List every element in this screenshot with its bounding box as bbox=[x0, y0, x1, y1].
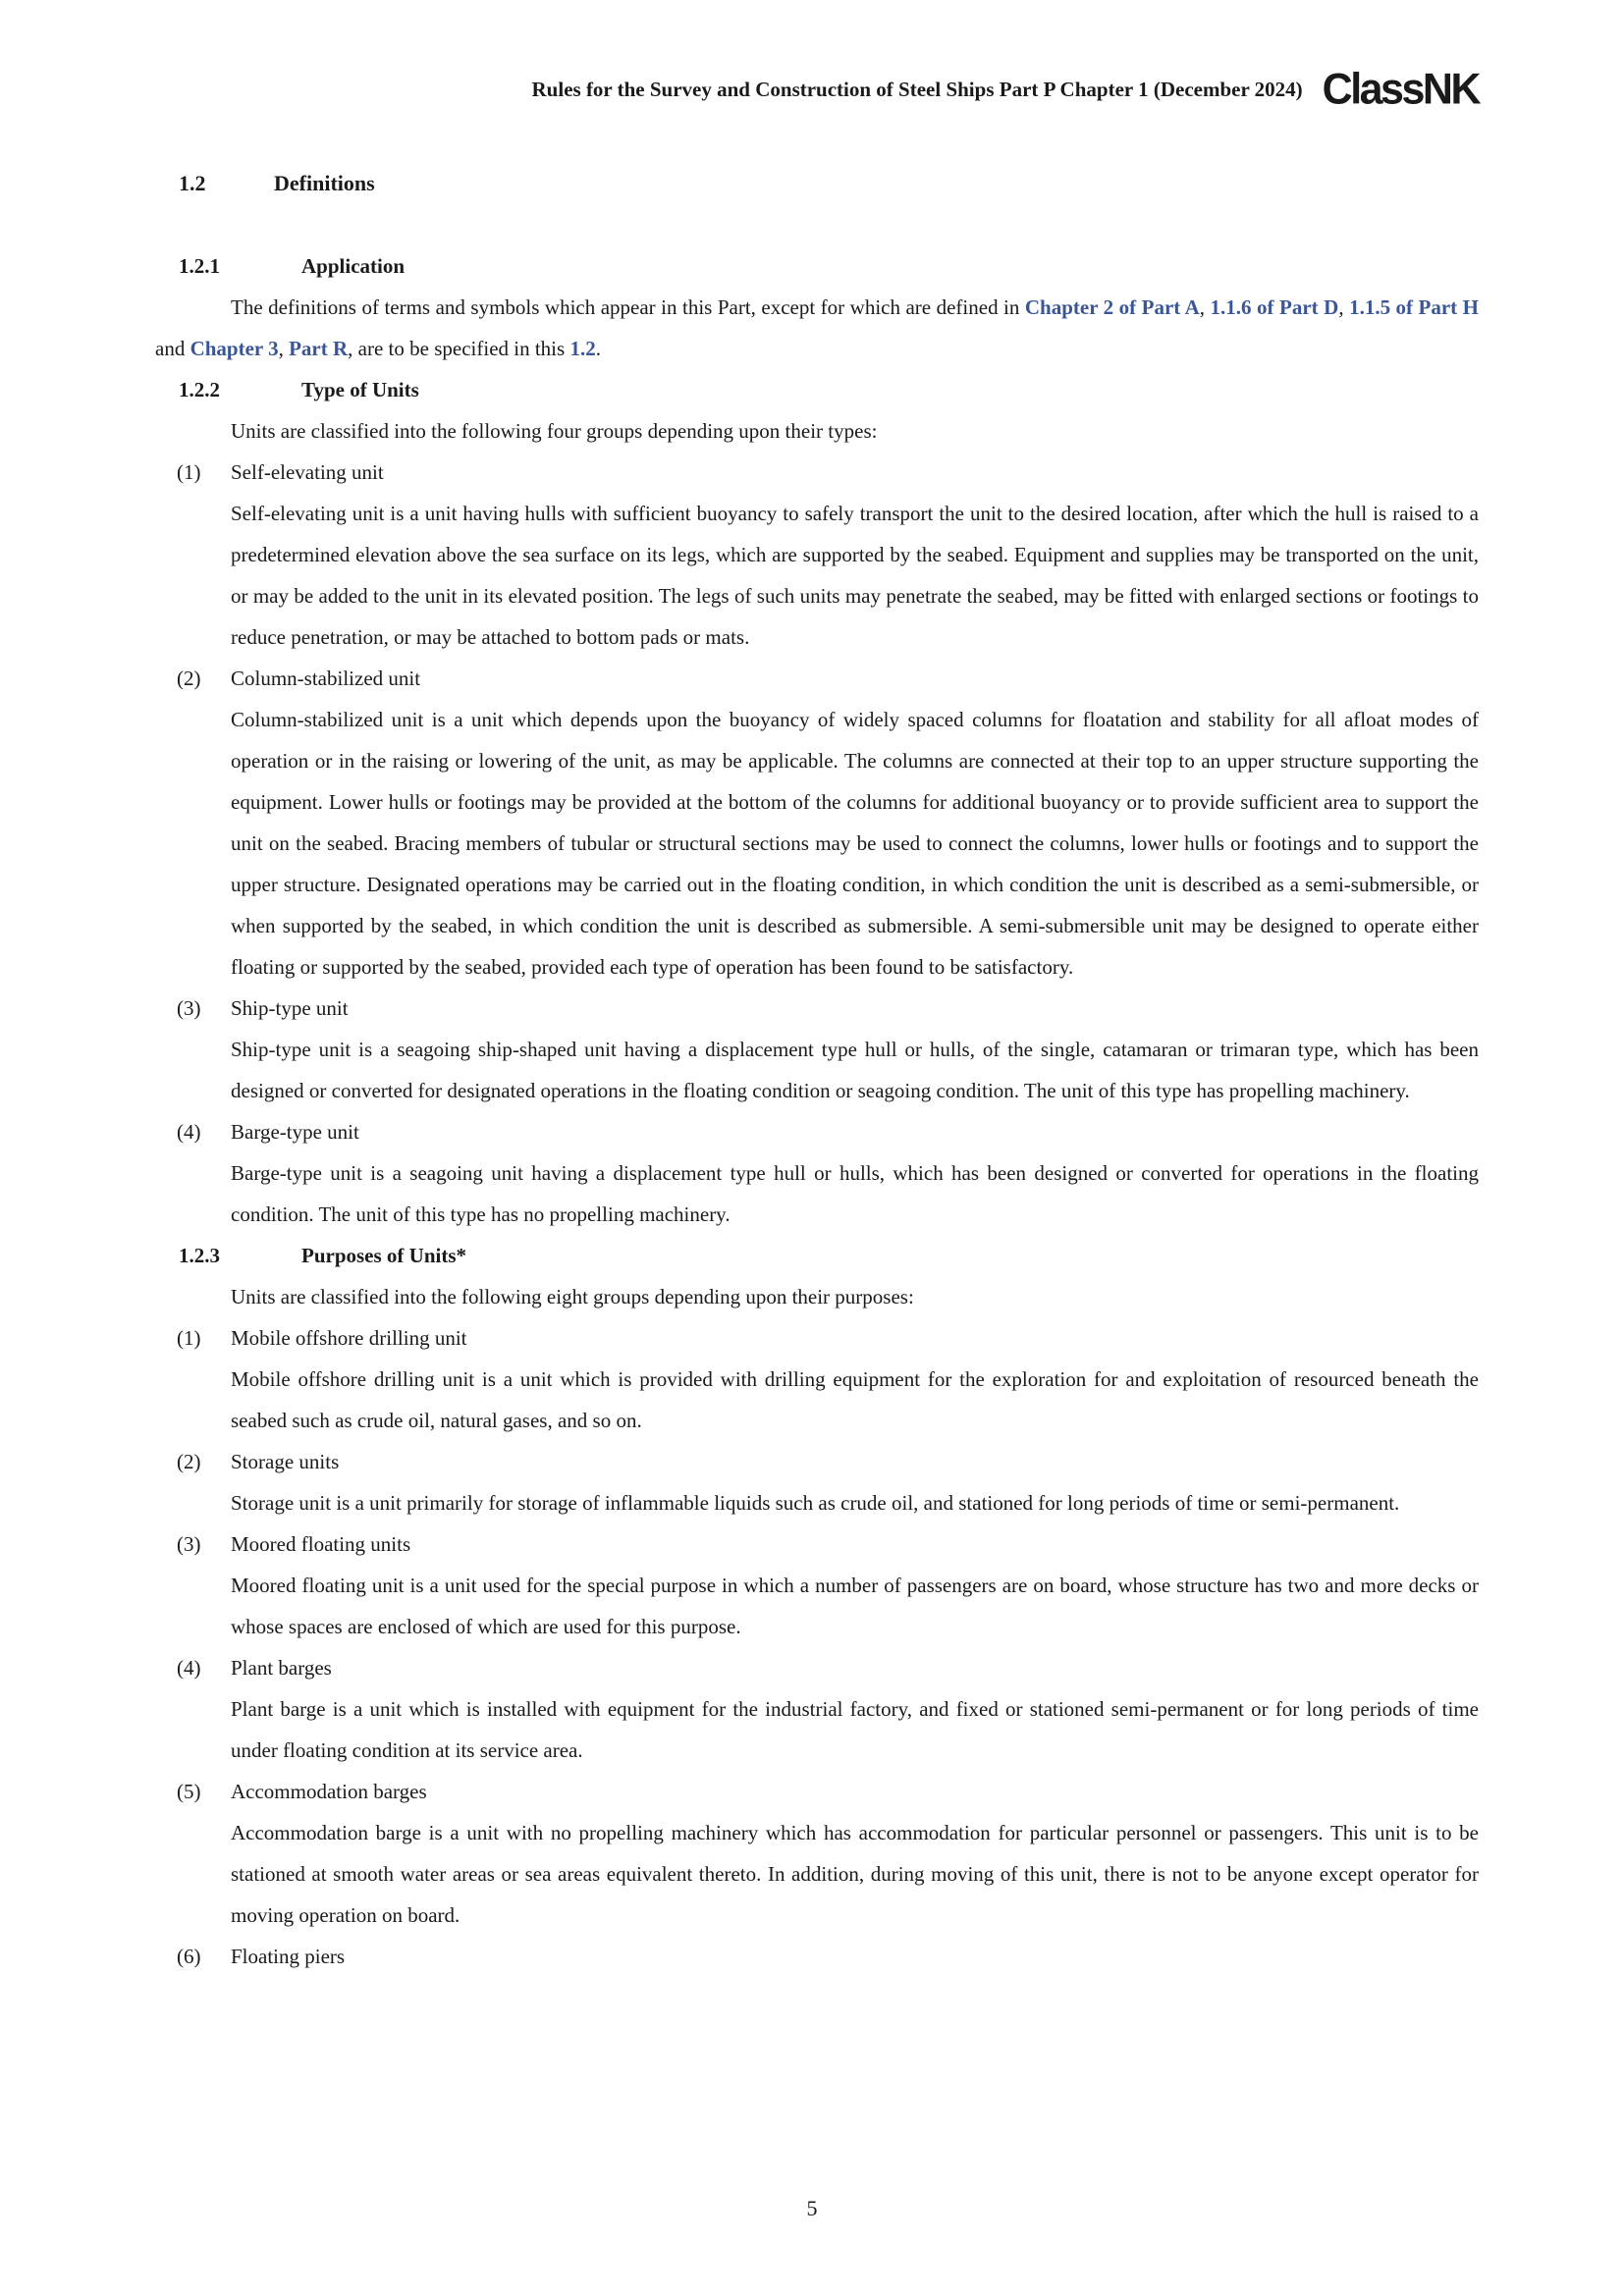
section-heading-1-2-2 bbox=[179, 369, 1479, 410]
document-content bbox=[155, 0, 1479, 1977]
heading-number: 1.2.1 bbox=[179, 254, 220, 278]
section-heading-1-2-3 bbox=[179, 1235, 1479, 1276]
paragraph bbox=[155, 287, 1479, 369]
text-segment: , bbox=[1338, 295, 1350, 319]
page-number: 5 bbox=[806, 2196, 818, 2220]
text-segment: Units are classified into the following eight groups depending upon their purposes: bbox=[231, 1285, 914, 1308]
list-item bbox=[155, 452, 1479, 658]
list-item-body: Ship-type unit is a seagoing ship-shaped unit having a displacement type hull or hulls, of the single, catamaran or trimaran type, which has been designed or converted for designated operations in the floating condition or seagoing condition. The unit of this type has propelling machinery. bbox=[231, 1038, 1479, 1102]
list-item-marker: (1) bbox=[177, 1326, 201, 1350]
cross-reference-link[interactable]: 1.1.5 of Part H bbox=[1349, 295, 1480, 319]
cross-reference-link[interactable]: Chapter 2 of Part A bbox=[1024, 295, 1200, 319]
list-item-body: Self-elevating unit is a unit having hulls with sufficient buoyancy to safely transport the unit to the desired location, after which the hull is raised to a predetermined elevation above the sea surface on its legs, which are supported by the seabed. Equipment and supplies may be transported on the unit, or may be added to the unit in its elevated position. The legs of such units may penetrate the seabed, may be fitted with enlarged sections or footings to reduce penetration, or may be attached to bottom pads or mats. bbox=[231, 502, 1479, 649]
list-item-title: Ship-type unit bbox=[231, 996, 349, 1020]
list-item-title: Storage units bbox=[231, 1450, 340, 1473]
list-item bbox=[155, 658, 1479, 988]
list-item bbox=[155, 1647, 1479, 1771]
list-item-marker: (3) bbox=[177, 996, 201, 1020]
section-heading-1-2 bbox=[179, 163, 1479, 204]
heading-title: Application bbox=[301, 254, 406, 278]
list-item-marker: (4) bbox=[177, 1120, 201, 1144]
list-item-marker: (1) bbox=[177, 460, 201, 484]
text-segment: , are to be specified in this bbox=[348, 337, 570, 360]
list-item bbox=[155, 1771, 1479, 1936]
header-title: Rules for the Survey and Construction of Steel Ships Part P Chapter 1 (December 2024) bbox=[531, 78, 1303, 101]
list-item-title: Column-stabilized unit bbox=[231, 667, 421, 690]
paragraph bbox=[155, 410, 1479, 452]
list-item bbox=[155, 1523, 1479, 1647]
heading-title: Type of Units bbox=[301, 378, 419, 401]
list-item-title: Accommodation barges bbox=[231, 1780, 427, 1803]
heading-number: 1.2.2 bbox=[179, 378, 220, 401]
text-segment: and bbox=[155, 337, 190, 360]
list-item-body: Accommodation barge is a unit with no propelling machinery which has accommodation for particular personnel or passengers. This unit is to be stationed at smooth water areas or sea areas equivalent thereto. In addition, during moving of this unit, there is not to be anyone except operator for moving operation on board. bbox=[231, 1821, 1479, 1927]
heading-title: Purposes of Units* bbox=[301, 1244, 467, 1267]
list-item-marker: (3) bbox=[177, 1532, 201, 1556]
list-item-marker: (6) bbox=[177, 1945, 201, 1968]
list-item-title: Plant barges bbox=[231, 1656, 332, 1680]
list-item-marker: (2) bbox=[177, 1450, 201, 1473]
list-item-body: Storage unit is a unit primarily for storage of inflammable liquids such as crude oil, and stationed for long periods of time or semi-permanent. bbox=[231, 1491, 1400, 1515]
section-heading-1-2-1 bbox=[179, 245, 1479, 287]
list-item-body: Barge-type unit is a seagoing unit having a displacement type hull or hulls, which has been designed or converted for operations in the floating condition. The unit of this type has no propelling machinery. bbox=[231, 1161, 1479, 1226]
cross-reference-link[interactable]: Part R bbox=[289, 337, 349, 360]
list-item bbox=[155, 1936, 1479, 1977]
list-item bbox=[155, 988, 1479, 1111]
list-item-title: Floating piers bbox=[231, 1945, 346, 1968]
text-segment: Units are classified into the following four groups depending upon their types: bbox=[231, 419, 878, 443]
list-item-body: Moored floating unit is a unit used for the special purpose in which a number of passengers are on board, whose structure has two and more decks or whose spaces are enclosed of which are used for this purpose. bbox=[231, 1574, 1479, 1638]
classnk-logo: ClassNK bbox=[1322, 65, 1479, 114]
list-item-title: Mobile offshore drilling unit bbox=[231, 1326, 467, 1350]
cross-reference-link[interactable]: 1.2 bbox=[569, 337, 596, 360]
text-segment: , bbox=[278, 337, 290, 360]
list-item bbox=[155, 1317, 1479, 1441]
list-item bbox=[155, 1441, 1479, 1523]
cross-reference-link[interactable]: 1.1.6 of Part D bbox=[1210, 295, 1339, 319]
list-item-title: Moored floating units bbox=[231, 1532, 411, 1556]
list-item-marker: (4) bbox=[177, 1656, 201, 1680]
text-segment: . bbox=[595, 337, 601, 360]
heading-number: 1.2.3 bbox=[179, 1244, 220, 1267]
text-segment: , bbox=[1199, 295, 1211, 319]
list-item-title: Barge-type unit bbox=[231, 1120, 359, 1144]
heading-number: 1.2 bbox=[179, 171, 206, 195]
text-segment: The definitions of terms and symbols which appear in this Part, except for which are defined in bbox=[231, 295, 1025, 319]
list-item-body: Plant barge is a unit which is installed with equipment for the industrial factory, and fixed or stationed semi-permanent or for long periods of time under floating condition at its service area. bbox=[231, 1697, 1479, 1762]
list-item-marker: (5) bbox=[177, 1780, 201, 1803]
heading-title: Definitions bbox=[274, 171, 375, 195]
paragraph bbox=[155, 1276, 1479, 1317]
page-footer bbox=[0, 2196, 1624, 2221]
cross-reference-link[interactable]: Chapter 3 bbox=[189, 337, 279, 360]
list-item-marker: (2) bbox=[177, 667, 201, 690]
list-item bbox=[155, 1111, 1479, 1235]
list-item-body: Column-stabilized unit is a unit which depends upon the buoyancy of widely spaced columns for floatation and stability for all afloat modes of operation or in the raising or lowering of the unit, as may be applicable. The columns are connected at their top to an upper structure supporting the equipment. Lower hulls or footings may be provided at the bottom of the columns for additional buoyancy or to provide sufficient area to support the unit on the seabed. Bracing members of tubular or structural sections may be used to connect the columns, lower hulls or footings and to support the upper structure. Designated operations may be carried out in the floating condition, in which condition the unit is described as a semi-submersible, or when supported by the seabed, in which condition the unit is described as submersible. A semi-submersible unit may be designed to operate either floating or supported by the seabed, provided each type of operation has been found to be satisfactory. bbox=[231, 708, 1479, 979]
list-item-body: Mobile offshore drilling unit is a unit which is provided with drilling equipment for the exploration for and exploitation of resourced beneath the seabed such as crude oil, natural gases, and so on. bbox=[231, 1367, 1479, 1432]
list-item-title: Self-elevating unit bbox=[231, 460, 384, 484]
